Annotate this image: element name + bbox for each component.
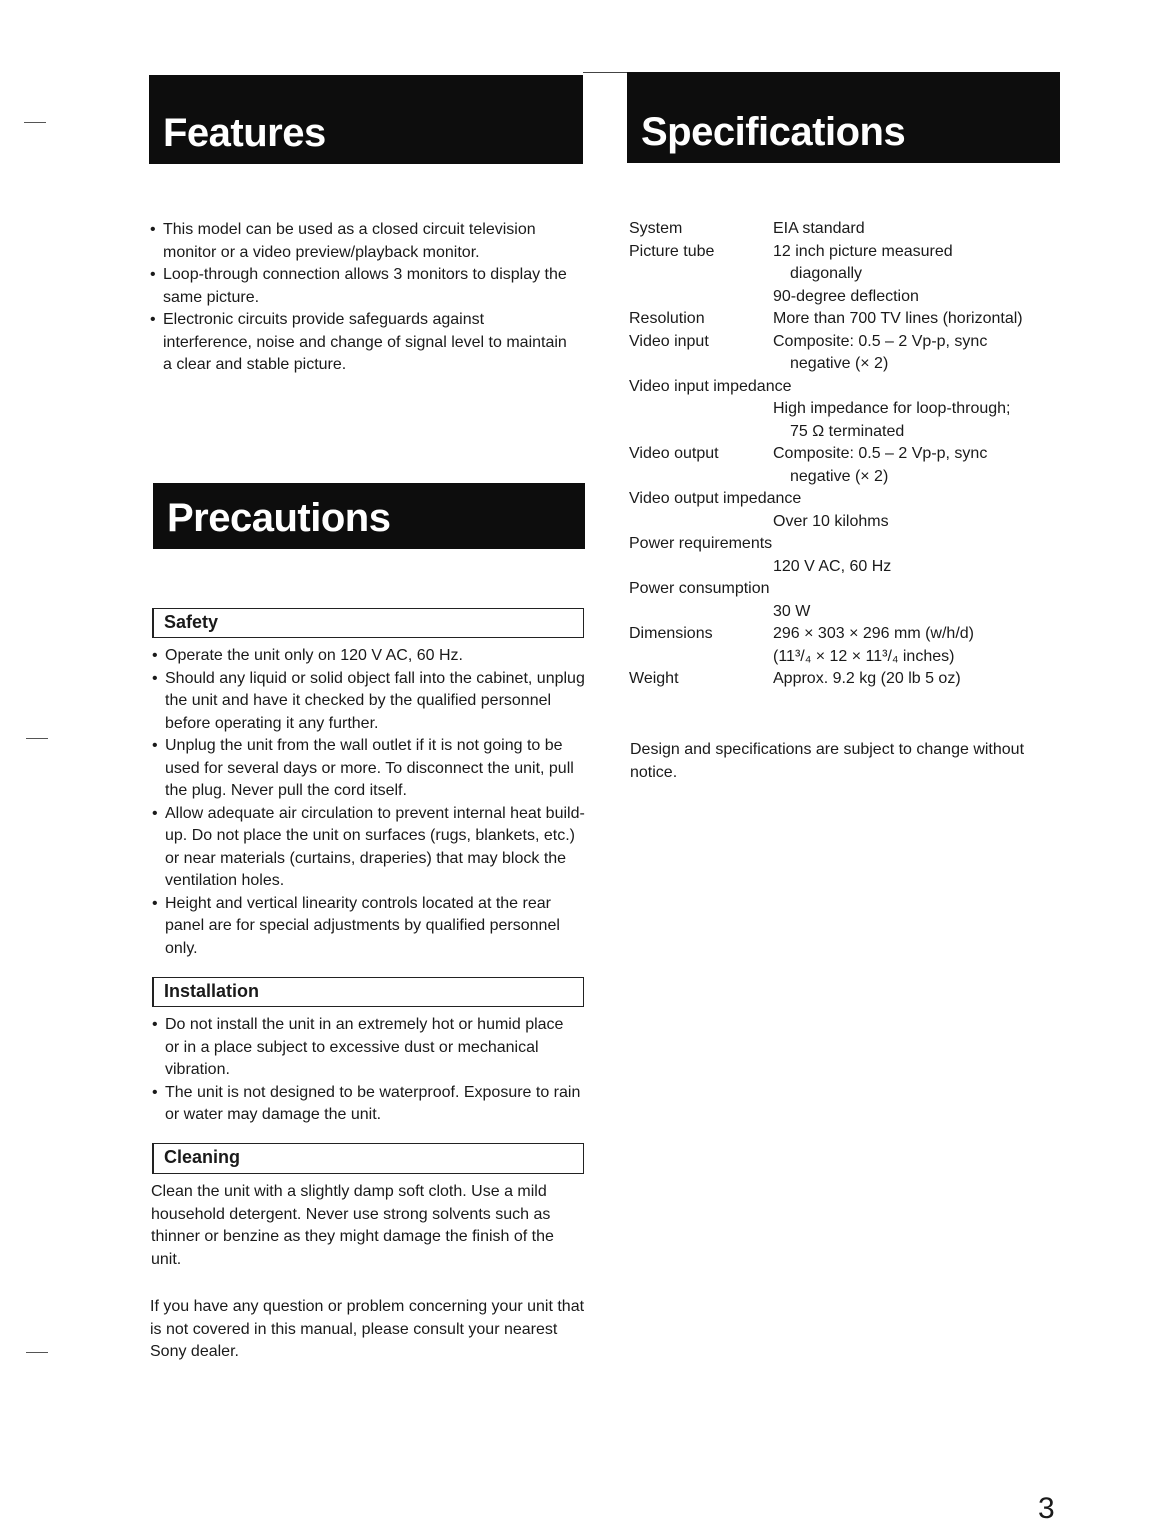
margin-mark	[24, 122, 46, 123]
spec-label: Video output impedance	[629, 490, 802, 507]
spec-value: More than 700 TV lines (horizontal)	[773, 310, 1023, 327]
spec-row-resolution	[629, 308, 1089, 331]
spec-label: System	[629, 220, 683, 237]
specifications-table	[629, 218, 1089, 691]
specifications-title: Specifications	[641, 110, 906, 154]
specifications-note: Design and specifications are subject to change without notice.	[630, 741, 1025, 781]
spec-row-dimensions	[629, 623, 1089, 668]
spec-value: Approx. 9.2 kg (20 lb 5 oz)	[773, 670, 961, 687]
spec-value: EIA standard	[773, 220, 865, 237]
list-item: • Electronic circuits provide safeguards against interference, noise and change of signal level to maintain a clear and stable picture.	[150, 309, 570, 377]
spec-value: 120 V AC, 60 Hz	[773, 557, 892, 575]
specifications-banner	[627, 72, 1060, 163]
list-item: • Allow adequate air circulation to prevent internal heat build-up. Do not place the unit on surfaces (rugs, blankets, etc.) or near materials (curtains, draperies) that may block the ventilation holes.	[152, 803, 592, 893]
spec-label: Power consumption	[629, 580, 770, 597]
spec-label: Weight	[629, 670, 679, 687]
safety-list	[152, 645, 592, 960]
top-rule	[583, 72, 627, 73]
list-item: • This model can be used as a closed circuit television monitor or a video preview/playback monitor.	[150, 219, 570, 264]
safety-heading: Safety	[152, 608, 584, 638]
margin-mark	[26, 738, 48, 739]
spec-value: (11³/₄ × 12 × 11³/₄ inches)	[773, 647, 955, 665]
spec-value: negative (× 2)	[790, 355, 889, 372]
spec-row-video-output	[629, 443, 1089, 488]
spec-value: diagonally	[790, 265, 863, 282]
contact-text: If you have any question or problem concerning your unit that is not covered in this manual, please consult your nearest Sony dealer.	[150, 1298, 585, 1360]
spec-value: Composite: 0.5 – 2 Vp-p, sync	[773, 445, 988, 462]
features-banner	[149, 75, 583, 164]
installation-list	[152, 1014, 582, 1127]
spec-value: 12 inch picture measured	[773, 242, 953, 260]
spec-label: Dimensions	[629, 625, 713, 642]
spec-label: Video input impedance	[629, 377, 792, 395]
spec-value: Over 10 kilohms	[773, 512, 889, 530]
spec-value: 90-degree deflection	[773, 287, 919, 305]
spec-value: Composite: 0.5 – 2 Vp-p, sync	[773, 332, 988, 350]
spec-value: 296 × 303 × 296 mm (w/h/d)	[773, 625, 974, 642]
spec-label: Resolution	[629, 310, 705, 327]
spec-row-weight	[629, 668, 1089, 691]
spec-row-power-requirements	[629, 533, 1089, 578]
spec-label: Power requirements	[629, 535, 773, 552]
margin-mark	[26, 1352, 48, 1353]
spec-row-picture-tube	[629, 241, 1089, 309]
spec-value: negative (× 2)	[790, 467, 889, 485]
spec-label: Video output	[629, 445, 719, 462]
spec-row-video-input	[629, 331, 1089, 376]
spec-value: 30 W	[773, 602, 811, 620]
spec-value: 75 Ω terminated	[790, 422, 905, 440]
list-item: • Should any liquid or solid object fall into the cabinet, unplug the unit and have it checked by the qualified personnel before operating it any further.	[152, 668, 592, 736]
precautions-title: Precautions	[167, 496, 391, 540]
spec-row-video-input-impedance	[629, 376, 1089, 444]
cleaning-heading: Cleaning	[152, 1143, 584, 1174]
spec-value: High impedance for loop-through;	[773, 400, 1011, 417]
installation-heading: Installation	[152, 977, 584, 1007]
spec-row-video-output-impedance	[629, 488, 1089, 533]
features-title: Features	[163, 111, 326, 155]
list-item: • Height and vertical linearity controls located at the rear panel are for special adjustments by qualified personnel only.	[152, 893, 592, 961]
precautions-banner	[153, 483, 585, 549]
cleaning-text: Clean the unit with a slightly damp soft cloth. Use a mild household detergent. Never use strong solvents such as thinner or benzine as they might damage the finish of the unit.	[151, 1183, 554, 1268]
list-item: • Do not install the unit in an extremely hot or humid place or in a place subject to excessive dust or mechanical vibration.	[152, 1014, 582, 1082]
list-item: • Loop-through connection allows 3 monitors to display the same picture.	[150, 264, 570, 309]
spec-row-power-consumption	[629, 578, 1089, 623]
list-item: • Unplug the unit from the wall outlet if it is not going to be used for several days or more. To disconnect the unit, pull the plug. Never pull the cord itself.	[152, 735, 592, 803]
features-list	[150, 219, 570, 377]
list-item: • The unit is not designed to be waterproof. Exposure to rain or water may damage the unit.	[152, 1082, 582, 1127]
spec-row-system	[629, 218, 1089, 241]
spec-label: Video input	[629, 332, 709, 350]
list-item: • Operate the unit only on 120 V AC, 60 Hz.	[152, 645, 592, 668]
page-number: 3	[1038, 1492, 1055, 1525]
spec-label: Picture tube	[629, 242, 715, 260]
